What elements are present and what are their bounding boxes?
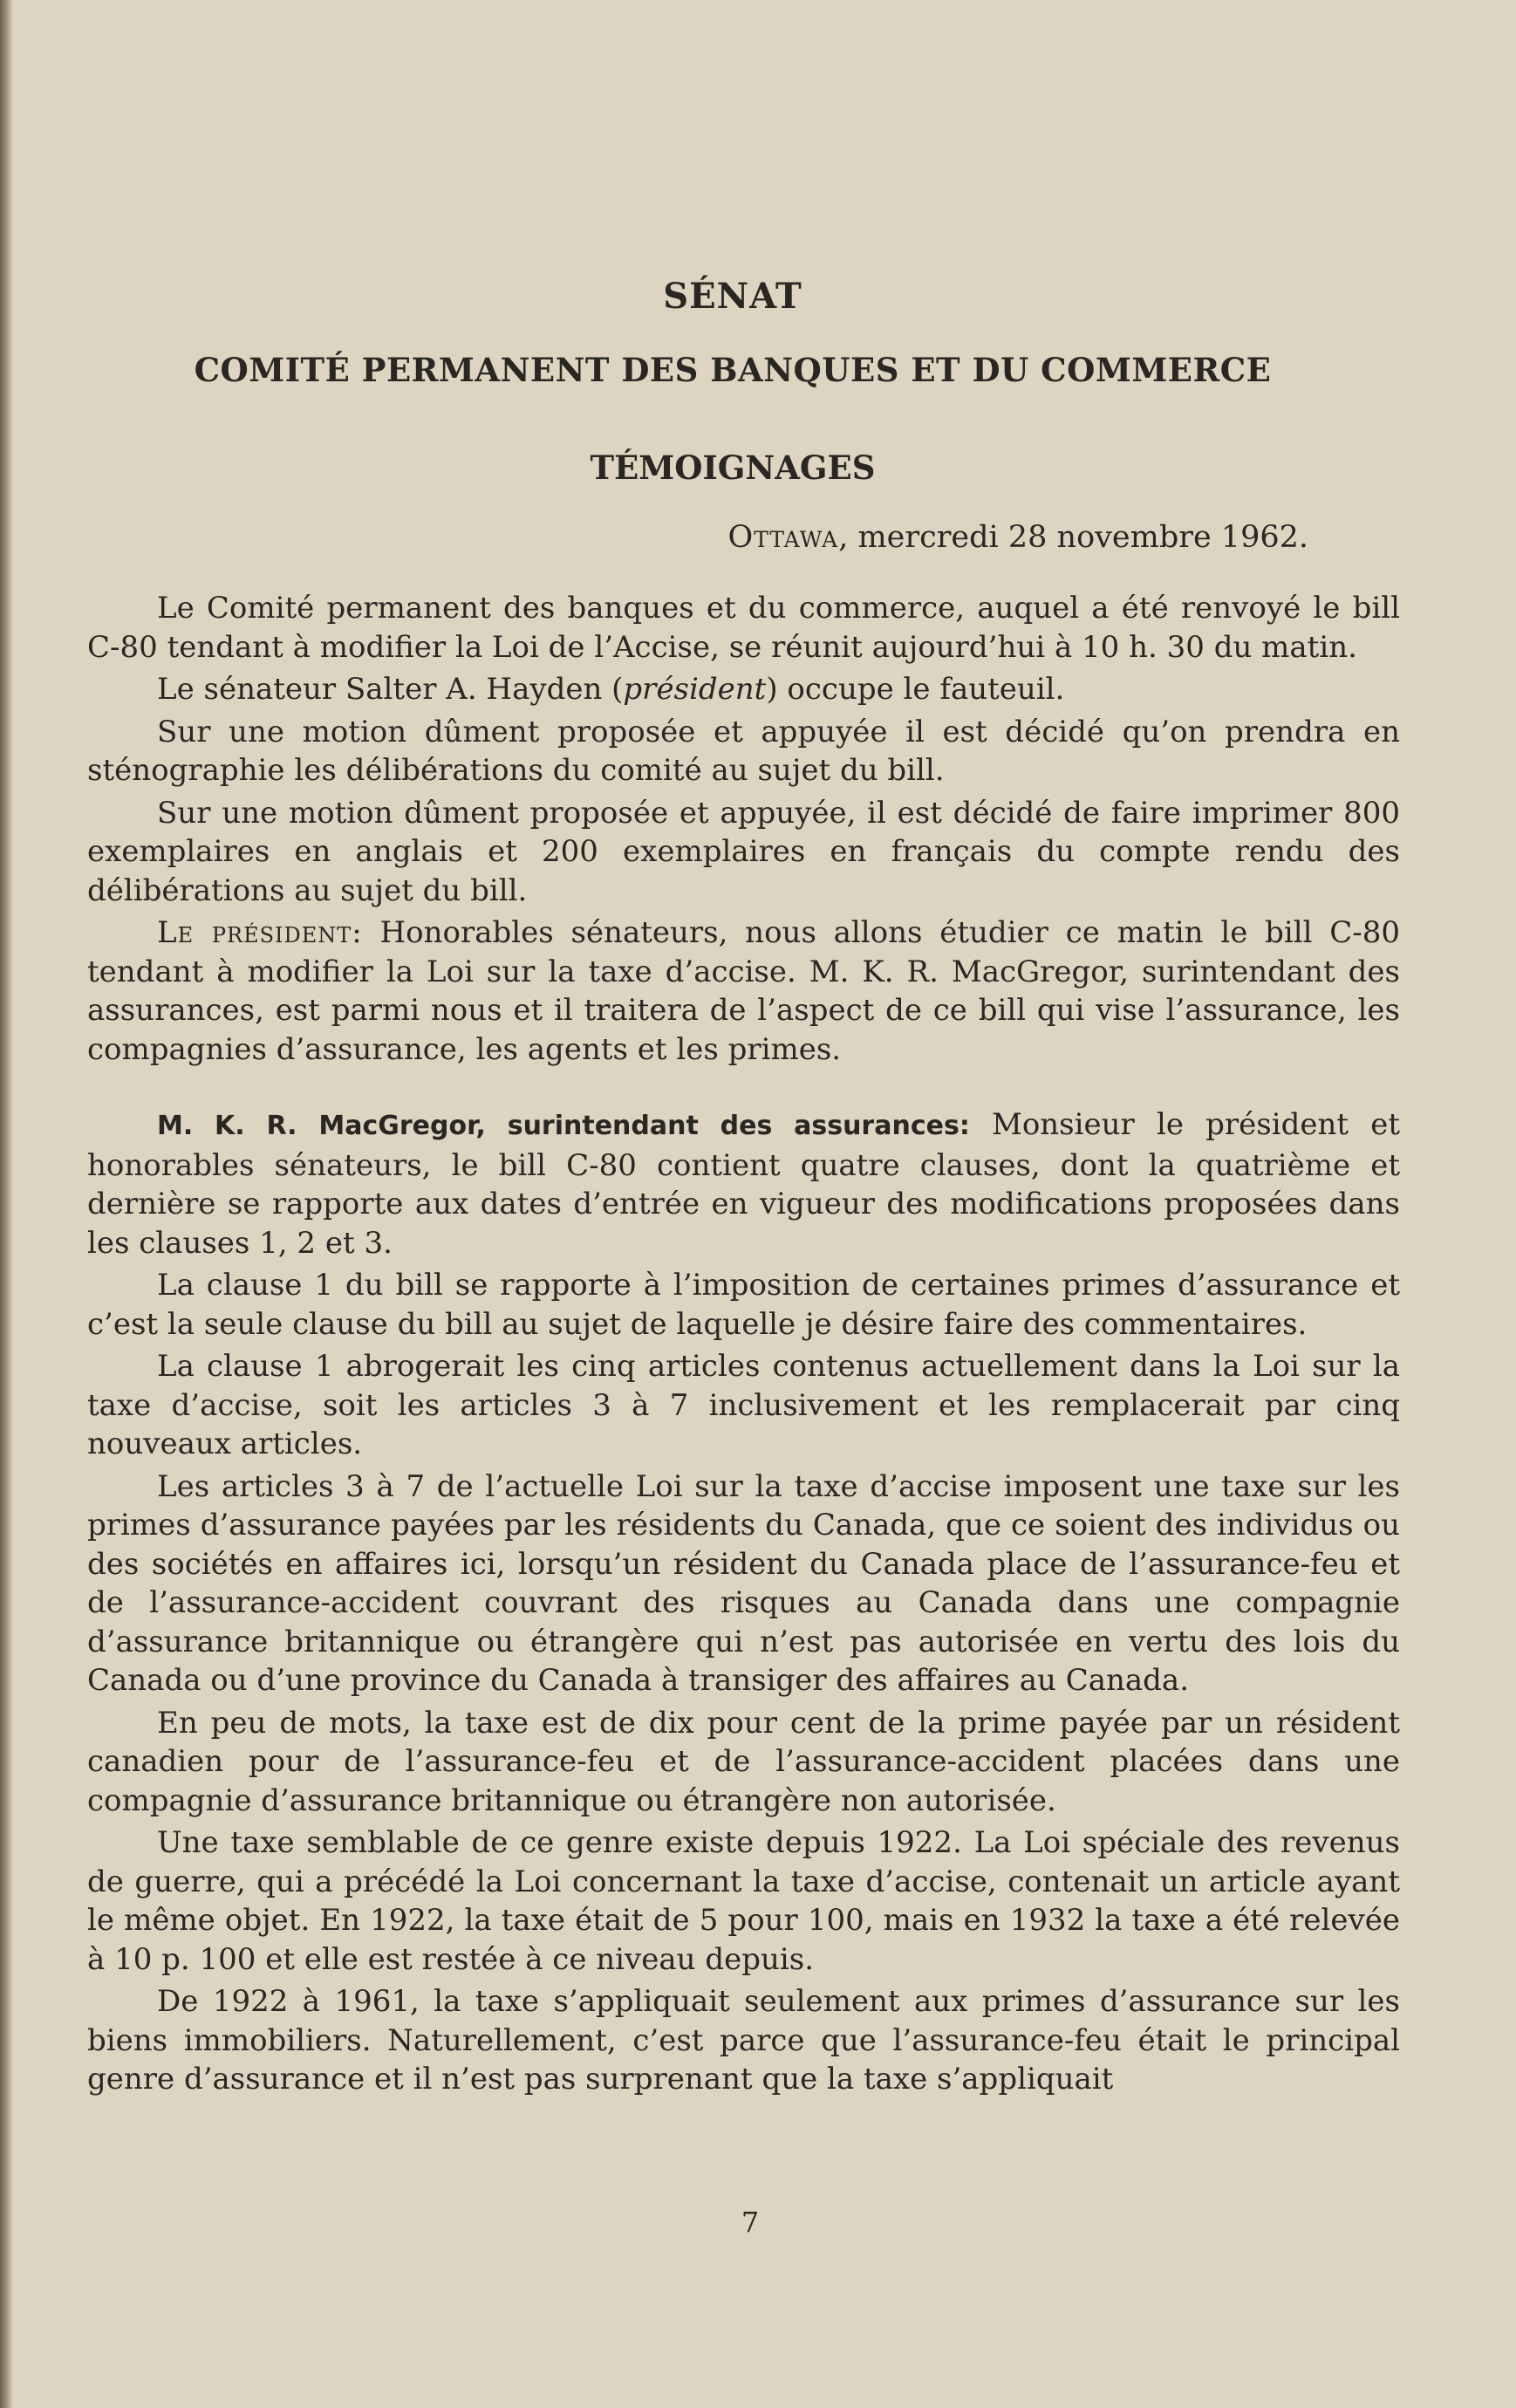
- paragraph-text: ) occupe le fauteuil.: [766, 672, 1065, 707]
- paragraph: [87, 670, 1400, 709]
- page-number: 7: [741, 2206, 760, 2239]
- senate-heading: SÉNAT: [663, 276, 802, 317]
- paragraph: [87, 1105, 1400, 1262]
- paragraph: En peu de mots, la taxe est de dix pour cent de la prime payée par un résident canadien pour de l’assurance-feu et de l’assurance-accident placées dans une compagnie d’assurance britannique ou étrangère non autorisée.: [87, 1705, 1400, 1818]
- paragraph: Sur une motion dûment proposée et appuyée il est décidé qu’on prendra en sténographie les délibérations du comité au sujet du bill.: [87, 714, 1400, 788]
- committee-heading: COMITÉ PERMANENT DES BANQUES ET DU COMMERCE: [194, 351, 1272, 389]
- paragraph: Une taxe semblable de ce genre existe depuis 1922. La Loi spéciale des revenus de guerre, qui a précédé la Loi concernant la taxe d’accise, contenait un article ayant le même objet. En 1922, la taxe était de 5 pour 100, mais en 1932 la taxe a été relevée à 10 p. 100 et elle est restée à ce niveau depuis.: [87, 1825, 1400, 1977]
- paragraph-text: Le sénateur Salter A. Hayden (: [157, 672, 624, 707]
- chair-title: président: [623, 672, 767, 707]
- book-spine-edge: [0, 0, 12, 2408]
- paragraph: [87, 913, 1400, 1069]
- section-heading: TÉMOIGNAGES: [590, 448, 876, 487]
- paragraph-text: Monsieur le président et honorables sénateurs, le bill C-80 contient quatre clauses, dont la quatrième et dernière se rapporte aux dates d’entrée en vigueur des modifications proposées dans les clauses 1, 2 et 3.: [87, 1107, 1400, 1261]
- dateline-place: Ottawa: [727, 520, 839, 555]
- document-page: [87, 262, 1413, 2268]
- paragraph-text: Honorables sénateurs, nous allons étudier ce matin le bill C-80 tendant à modifier la Loi sur la taxe d’accise. M. K. R. MacGregor, surintendant des assurances, est parmi nous et il traitera de l’aspect de ce bill qui vise l’assurance, les compagnies d’assurance, les agents et les primes.: [87, 915, 1400, 1067]
- dateline-date: , mercredi 28 novembre 1962.: [838, 520, 1308, 555]
- paragraph: De 1922 à 1961, la taxe s’appliquait seulement aux primes d’assurance sur les biens immobiliers. Naturellement, c’est parce que l’assurance-feu était le principal genre d’assurance et il n’est pas surprenant que la taxe s’appliquait: [87, 1984, 1400, 2097]
- speaker-macgregor: M. K. R. MacGregor, surintendant des assurances:: [157, 1111, 970, 1141]
- paragraph: La clause 1 du bill se rapporte à l’imposition de certaines primes d’assurance et c’est la seule clause du bill au sujet de laquelle je désire faire des commentaires.: [87, 1268, 1400, 1342]
- paragraph: Le Comité permanent des banques et du commerce, auquel a été renvoyé le bill C-80 tendant à modifier la Loi de l’Accise, se réunit aujourd’hui à 10 h. 30 du matin.: [87, 591, 1400, 665]
- body-text: [87, 589, 1400, 2103]
- paragraph: Sur une motion dûment proposée et appuyée, il est décidé de faire imprimer 800 exemplaires en anglais et 200 exemplaires en français du compte rendu des délibérations au sujet du bill.: [87, 795, 1400, 908]
- dateline: [728, 520, 1308, 555]
- paragraph: La clause 1 abrogerait les cinq articles contenus actuellement dans la Loi sur la taxe d’accise, soit les articles 3 à 7 inclusivement et les remplacerait par cinq nouveaux articles.: [87, 1349, 1400, 1461]
- paragraph: Les articles 3 à 7 de l’actuelle Loi sur la taxe d’accise imposent une taxe sur les primes d’assurance payées par les résidents du Canada, que ce soient des individus ou des sociétés en affaires ici, lorsqu’un résident du Canada place de l’assurance-feu et de l’assurance-accident couvrant des risques au Canada dans une compagnie d’assurance britannique ou étrangère qui n’est pas autorisée en vertu des lois du Canada ou d’une province du Canada à transiger des affaires au Canada.: [87, 1468, 1400, 1698]
- speaker-president: Le président:: [157, 915, 363, 950]
